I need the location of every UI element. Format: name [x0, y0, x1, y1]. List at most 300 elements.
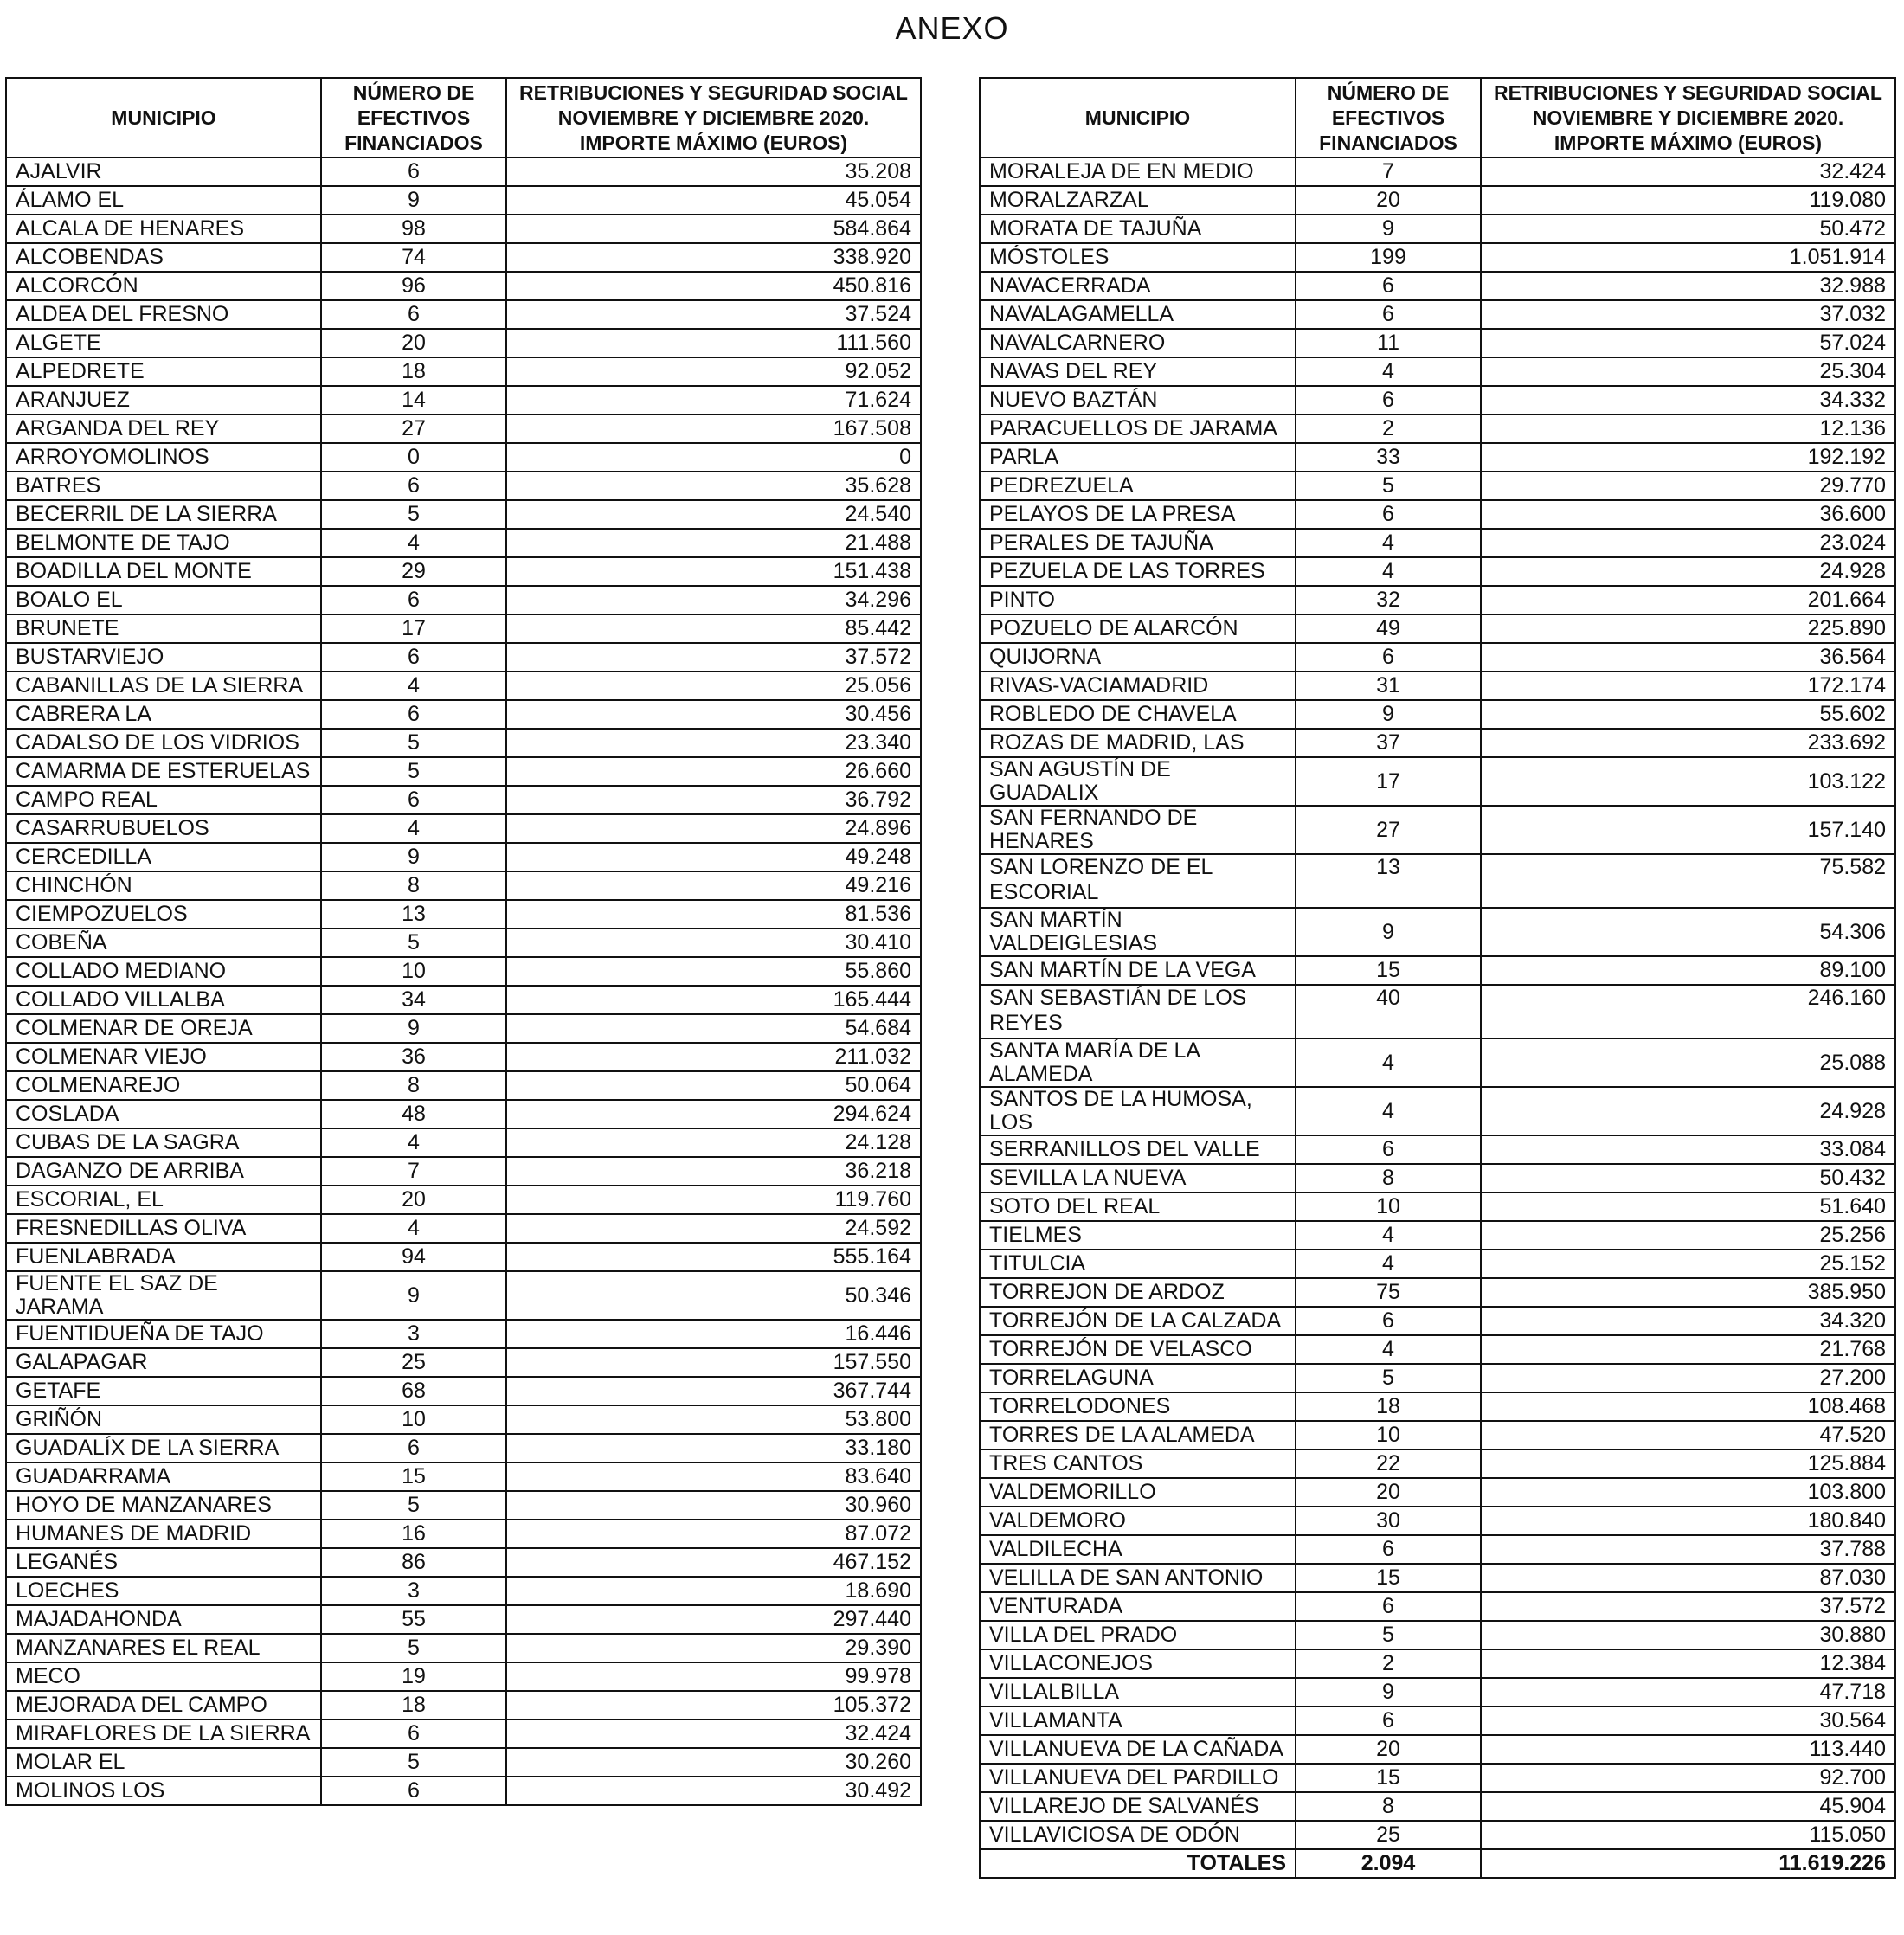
efectivos-cell: 14 — [321, 386, 506, 415]
table-row — [6, 1043, 921, 1071]
municipio-cell: SERRANILLOS DEL VALLE — [980, 1135, 1296, 1164]
importe-cell: 119.760 — [506, 1186, 921, 1214]
efectivos-cell: 17 — [1296, 757, 1481, 806]
municipio-cell: VILLAMANTA — [980, 1707, 1296, 1735]
importe-cell: 467.152 — [506, 1548, 921, 1577]
importe-cell: 225.890 — [1481, 614, 1895, 643]
importe-cell: 30.564 — [1481, 1707, 1895, 1735]
table-row — [6, 672, 921, 700]
importe-cell: 151.438 — [506, 557, 921, 586]
municipio-cell: MECO — [6, 1662, 321, 1691]
importe-cell: 45.904 — [1481, 1792, 1895, 1821]
header-municipio: MUNICIPIO — [980, 78, 1296, 158]
importe-cell: 50.432 — [1481, 1164, 1895, 1192]
municipio-cell: COLLADO MEDIANO — [6, 957, 321, 986]
table-row — [6, 300, 921, 329]
importe-cell: 34.320 — [1481, 1307, 1895, 1335]
municipio-cell: VALDILECHA — [980, 1535, 1296, 1564]
municipio-cell: NUEVO BAZTÁN — [980, 386, 1296, 415]
table-row — [6, 1014, 921, 1043]
importe-cell: 37.572 — [1481, 1592, 1895, 1621]
table-row — [6, 1071, 921, 1100]
efectivos-cell: 9 — [1296, 1678, 1481, 1707]
importe-cell: 32.424 — [506, 1720, 921, 1748]
efectivos-cell: 8 — [1296, 1164, 1481, 1192]
municipio-cell: GETAFE — [6, 1377, 321, 1405]
importe-cell: 87.072 — [506, 1520, 921, 1548]
municipio-cell: SOTO DEL REAL — [980, 1192, 1296, 1221]
table-row — [6, 614, 921, 643]
efectivos-cell: 20 — [1296, 1478, 1481, 1507]
municipio-cell: VILLA DEL PRADO — [980, 1621, 1296, 1649]
table-row — [980, 1087, 1895, 1135]
municipio-cell: FUENTIDUEÑA DE TAJO — [6, 1320, 321, 1348]
table-row — [980, 415, 1895, 443]
municipio-cell: SANTA MARÍA DE LA ALAMEDA — [980, 1038, 1296, 1087]
municipio-cell: CERCEDILLA — [6, 843, 321, 871]
efectivos-cell: 16 — [321, 1520, 506, 1548]
municipio-cell: CAMARMA DE ESTERUELAS — [6, 757, 321, 786]
importe-cell: 47.718 — [1481, 1678, 1895, 1707]
importe-cell: 54.306 — [1481, 908, 1895, 956]
municipio-cell: COSLADA — [6, 1100, 321, 1128]
table-row — [6, 871, 921, 900]
municipio-cell: VELILLA DE SAN ANTONIO — [980, 1564, 1296, 1592]
table-row — [6, 1777, 921, 1805]
table-row — [6, 1186, 921, 1214]
efectivos-cell: 20 — [321, 1186, 506, 1214]
municipio-cell: NAVALAGAMELLA — [980, 300, 1296, 329]
efectivos-cell: 20 — [321, 329, 506, 357]
efectivos-cell: 5 — [321, 757, 506, 786]
municipio-cell: CAMPO REAL — [6, 786, 321, 814]
efectivos-cell: 9 — [1296, 908, 1481, 956]
municipio-cell: CASARRUBUELOS — [6, 814, 321, 843]
importe-cell: 24.928 — [1481, 1087, 1895, 1135]
table-row — [980, 1192, 1895, 1221]
importe-cell: 51.640 — [1481, 1192, 1895, 1221]
importe-cell: 36.564 — [1481, 643, 1895, 672]
municipio-cell: BATRES — [6, 472, 321, 500]
efectivos-cell: 5 — [321, 1491, 506, 1520]
municipio-cell: BELMONTE DE TAJO — [6, 529, 321, 557]
table-row — [6, 1577, 921, 1605]
table-row — [6, 158, 921, 186]
importe-cell: 25.256 — [1481, 1221, 1895, 1250]
municipio-cell: ESCORIAL, EL — [6, 1186, 321, 1214]
table-row — [980, 1392, 1895, 1421]
importe-cell: 113.440 — [1481, 1735, 1895, 1764]
municipio-cell: COBEÑA — [6, 929, 321, 957]
municipio-cell: TORREJÓN DE VELASCO — [980, 1335, 1296, 1364]
table-row — [980, 614, 1895, 643]
table-row — [980, 386, 1895, 415]
municipio-cell: COLMENAR VIEJO — [6, 1043, 321, 1071]
table-row — [6, 1320, 921, 1348]
municipio-cell: SAN MARTÍN DE LA VEGA — [980, 956, 1296, 985]
table-row — [6, 1214, 921, 1243]
municipio-cell: VILLAVICIOSA DE ODÓN — [980, 1821, 1296, 1849]
importe-cell: 50.346 — [506, 1271, 921, 1320]
table-row — [6, 1157, 921, 1186]
table-row — [6, 1605, 921, 1634]
table-row — [980, 443, 1895, 472]
importe-cell: 12.384 — [1481, 1649, 1895, 1678]
efectivos-cell: 4 — [321, 1128, 506, 1157]
municipio-cell: BUSTARVIEJO — [6, 643, 321, 672]
importe-cell: 27.200 — [1481, 1364, 1895, 1392]
municipio-cell: GUADALÍX DE LA SIERRA — [6, 1434, 321, 1462]
table-row — [6, 986, 921, 1014]
importe-cell: 24.592 — [506, 1214, 921, 1243]
importe-cell: 555.164 — [506, 1243, 921, 1271]
table-row — [980, 1278, 1895, 1307]
importe-cell: 75.582 — [1481, 854, 1895, 908]
efectivos-cell: 6 — [321, 1720, 506, 1748]
importe-cell: 12.136 — [1481, 415, 1895, 443]
municipio-cell: GALAPAGAR — [6, 1348, 321, 1377]
table-row — [6, 900, 921, 929]
municipio-cell: SANTOS DE LA HUMOSA, LOS — [980, 1087, 1296, 1135]
municipio-cell: PEDREZUELA — [980, 472, 1296, 500]
importe-cell: 30.492 — [506, 1777, 921, 1805]
header-efectivos: NÚMERO DE EFECTIVOS FINANCIADOS — [321, 78, 506, 158]
header-municipio: MUNICIPIO — [6, 78, 321, 158]
importe-cell: 111.560 — [506, 329, 921, 357]
efectivos-cell: 6 — [321, 472, 506, 500]
importe-cell: 37.524 — [506, 300, 921, 329]
table-row — [6, 472, 921, 500]
importe-cell: 35.208 — [506, 158, 921, 186]
table-row — [6, 1243, 921, 1271]
importe-cell: 105.372 — [506, 1691, 921, 1720]
municipio-cell: RIVAS-VACIAMADRID — [980, 672, 1296, 700]
efectivos-cell: 6 — [321, 586, 506, 614]
municipio-cell: VILLANUEVA DEL PARDILLO — [980, 1764, 1296, 1792]
importe-cell: 32.424 — [1481, 158, 1895, 186]
totals-label: TOTALES — [980, 1849, 1296, 1878]
efectivos-cell: 5 — [321, 500, 506, 529]
municipio-cell: NAVAS DEL REY — [980, 357, 1296, 386]
table-row — [6, 843, 921, 871]
importe-cell: 157.550 — [506, 1348, 921, 1377]
importe-cell: 103.122 — [1481, 757, 1895, 806]
efectivos-cell: 40 — [1296, 985, 1481, 1038]
annex-table-right — [979, 77, 1896, 1879]
table-row — [6, 700, 921, 729]
importe-cell: 29.390 — [506, 1634, 921, 1662]
efectivos-cell: 19 — [321, 1662, 506, 1691]
importe-cell: 294.624 — [506, 1100, 921, 1128]
importe-cell: 165.444 — [506, 986, 921, 1014]
efectivos-cell: 98 — [321, 215, 506, 243]
table-row — [980, 806, 1895, 854]
table-row — [6, 529, 921, 557]
efectivos-cell: 6 — [1296, 1592, 1481, 1621]
table-row — [6, 1691, 921, 1720]
table-row — [6, 186, 921, 215]
efectivos-cell: 94 — [321, 1243, 506, 1271]
table-row — [980, 1164, 1895, 1192]
importe-cell: 172.174 — [1481, 672, 1895, 700]
municipio-cell: CHINCHÓN — [6, 871, 321, 900]
importe-cell: 367.744 — [506, 1377, 921, 1405]
efectivos-cell: 18 — [321, 1691, 506, 1720]
totals-importe: 11.619.226 — [1481, 1849, 1895, 1878]
municipio-cell: ALDEA DEL FRESNO — [6, 300, 321, 329]
table-row — [980, 1792, 1895, 1821]
efectivos-cell: 8 — [321, 871, 506, 900]
table-row — [980, 700, 1895, 729]
importe-cell: 201.664 — [1481, 586, 1895, 614]
municipio-cell: NAVALCARNERO — [980, 329, 1296, 357]
efectivos-cell: 6 — [321, 1434, 506, 1462]
table-row — [6, 1128, 921, 1157]
header-importe: RETRIBUCIONES Y SEGURIDAD SOCIAL NOVIEMBRE Y DICIEMBRE 2020. IMPORTE MÁXIMO (EUROS) — [506, 78, 921, 158]
table-row — [980, 1707, 1895, 1735]
efectivos-cell: 18 — [1296, 1392, 1481, 1421]
table-row — [6, 586, 921, 614]
importe-cell: 180.840 — [1481, 1507, 1895, 1535]
importe-cell: 47.520 — [1481, 1421, 1895, 1450]
efectivos-cell: 5 — [321, 1748, 506, 1777]
efectivos-cell: 5 — [321, 729, 506, 757]
efectivos-cell: 6 — [321, 1777, 506, 1805]
table-row — [6, 1491, 921, 1520]
efectivos-cell: 27 — [321, 415, 506, 443]
table-row — [980, 672, 1895, 700]
table-row — [980, 1421, 1895, 1450]
importe-cell: 55.602 — [1481, 700, 1895, 729]
efectivos-cell: 75 — [1296, 1278, 1481, 1307]
municipio-cell: MORALZARZAL — [980, 186, 1296, 215]
municipio-cell: PELAYOS DE LA PRESA — [980, 500, 1296, 529]
importe-cell: 33.180 — [506, 1434, 921, 1462]
efectivos-cell: 9 — [321, 186, 506, 215]
importe-cell: 50.064 — [506, 1071, 921, 1100]
municipio-cell: SAN LORENZO DE EL ESCORIAL — [980, 854, 1296, 908]
municipio-cell: TRES CANTOS — [980, 1450, 1296, 1478]
municipio-cell: MOLINOS LOS — [6, 1777, 321, 1805]
efectivos-cell: 6 — [321, 700, 506, 729]
efectivos-cell: 49 — [1296, 614, 1481, 643]
table-row — [980, 1592, 1895, 1621]
table-row — [980, 557, 1895, 586]
table-row — [6, 1462, 921, 1491]
municipio-cell: VILLANUEVA DE LA CAÑADA — [980, 1735, 1296, 1764]
municipio-cell: POZUELO DE ALARCÓN — [980, 614, 1296, 643]
efectivos-cell: 10 — [321, 1405, 506, 1434]
municipio-cell: VALDEMORO — [980, 1507, 1296, 1535]
importe-cell: 23.340 — [506, 729, 921, 757]
efectivos-cell: 2 — [1296, 415, 1481, 443]
municipio-cell: PERALES DE TAJUÑA — [980, 529, 1296, 557]
importe-cell: 24.928 — [1481, 557, 1895, 586]
efectivos-cell: 36 — [321, 1043, 506, 1071]
table-row — [980, 1564, 1895, 1592]
table-row — [6, 957, 921, 986]
municipio-cell: CUBAS DE LA SAGRA — [6, 1128, 321, 1157]
municipio-cell: CABRERA LA — [6, 700, 321, 729]
municipio-cell: CIEMPOZUELOS — [6, 900, 321, 929]
table-row — [980, 1038, 1895, 1087]
efectivos-cell: 15 — [1296, 1764, 1481, 1792]
table-row — [980, 243, 1895, 272]
municipio-cell: ALCORCÓN — [6, 272, 321, 300]
table-row — [6, 786, 921, 814]
municipio-cell: PARACUELLOS DE JARAMA — [980, 415, 1296, 443]
importe-cell: 29.770 — [1481, 472, 1895, 500]
importe-cell: 92.052 — [506, 357, 921, 386]
table-row — [6, 1634, 921, 1662]
table-row — [6, 386, 921, 415]
header-efectivos: NÚMERO DE EFECTIVOS FINANCIADOS — [1296, 78, 1481, 158]
table-row — [6, 929, 921, 957]
municipio-cell: GRIÑÓN — [6, 1405, 321, 1434]
efectivos-cell: 6 — [1296, 1135, 1481, 1164]
importe-cell: 25.056 — [506, 672, 921, 700]
importe-cell: 89.100 — [1481, 956, 1895, 985]
importe-cell: 81.536 — [506, 900, 921, 929]
table-row — [980, 1478, 1895, 1507]
importe-cell: 34.296 — [506, 586, 921, 614]
table-row — [980, 1364, 1895, 1392]
table-row — [6, 415, 921, 443]
municipio-cell: TORREJON DE ARDOZ — [980, 1278, 1296, 1307]
efectivos-cell: 15 — [1296, 1564, 1481, 1592]
table-row — [980, 1821, 1895, 1849]
municipio-cell: BOALO EL — [6, 586, 321, 614]
municipio-cell: DAGANZO DE ARRIBA — [6, 1157, 321, 1186]
municipio-cell: VILLAREJO DE SALVANÉS — [980, 1792, 1296, 1821]
efectivos-cell: 6 — [1296, 643, 1481, 672]
table-row — [980, 985, 1895, 1038]
importe-cell: 233.692 — [1481, 729, 1895, 757]
table-row — [980, 1678, 1895, 1707]
municipio-cell: PEZUELA DE LAS TORRES — [980, 557, 1296, 586]
municipio-cell: BRUNETE — [6, 614, 321, 643]
municipio-cell: SAN AGUSTÍN DE GUADALIX — [980, 757, 1296, 806]
importe-cell: 119.080 — [1481, 186, 1895, 215]
efectivos-cell: 3 — [321, 1320, 506, 1348]
efectivos-cell: 68 — [321, 1377, 506, 1405]
table-row — [6, 329, 921, 357]
municipio-cell: FUENTE EL SAZ DE JARAMA — [6, 1271, 321, 1320]
table-row — [980, 1450, 1895, 1478]
importe-cell: 21.488 — [506, 529, 921, 557]
efectivos-cell: 18 — [321, 357, 506, 386]
efectivos-cell: 33 — [1296, 443, 1481, 472]
municipio-cell: MORALEJA DE EN MEDIO — [980, 158, 1296, 186]
municipio-cell: MAJADAHONDA — [6, 1605, 321, 1634]
table-row — [6, 1662, 921, 1691]
importe-cell: 30.410 — [506, 929, 921, 957]
table-row — [980, 1250, 1895, 1278]
importe-cell: 25.304 — [1481, 357, 1895, 386]
table-row — [980, 729, 1895, 757]
efectivos-cell: 5 — [1296, 1364, 1481, 1392]
table-row — [980, 956, 1895, 985]
municipio-cell: TORRES DE LA ALAMEDA — [980, 1421, 1296, 1450]
efectivos-cell: 17 — [321, 614, 506, 643]
importe-cell: 36.600 — [1481, 500, 1895, 529]
importe-cell: 30.260 — [506, 1748, 921, 1777]
municipio-cell: SAN MARTÍN VALDEIGLESIAS — [980, 908, 1296, 956]
table-row — [980, 357, 1895, 386]
importe-cell: 30.960 — [506, 1491, 921, 1520]
table-row — [980, 1307, 1895, 1335]
table-row — [980, 1221, 1895, 1250]
municipio-cell: ROBLEDO DE CHAVELA — [980, 700, 1296, 729]
table-row — [6, 814, 921, 843]
table-row — [6, 757, 921, 786]
efectivos-cell: 22 — [1296, 1450, 1481, 1478]
municipio-cell: COLMENAR DE OREJA — [6, 1014, 321, 1043]
table-row — [6, 500, 921, 529]
efectivos-cell: 32 — [1296, 586, 1481, 614]
table-row — [980, 1335, 1895, 1364]
importe-cell: 21.768 — [1481, 1335, 1895, 1364]
municipio-cell: MOLAR EL — [6, 1748, 321, 1777]
efectivos-cell: 48 — [321, 1100, 506, 1128]
efectivos-cell: 31 — [1296, 672, 1481, 700]
efectivos-cell: 86 — [321, 1548, 506, 1577]
municipio-cell: BECERRIL DE LA SIERRA — [6, 500, 321, 529]
municipio-cell: HOYO DE MANZANARES — [6, 1491, 321, 1520]
table-row — [980, 272, 1895, 300]
municipio-cell: FUENLABRADA — [6, 1243, 321, 1271]
efectivos-cell: 27 — [1296, 806, 1481, 854]
importe-cell: 30.456 — [506, 700, 921, 729]
efectivos-cell: 20 — [1296, 1735, 1481, 1764]
efectivos-cell: 30 — [1296, 1507, 1481, 1535]
importe-cell: 18.690 — [506, 1577, 921, 1605]
importe-cell: 53.800 — [506, 1405, 921, 1434]
efectivos-cell: 4 — [1296, 357, 1481, 386]
municipio-cell: ALCOBENDAS — [6, 243, 321, 272]
importe-cell: 338.920 — [506, 243, 921, 272]
table-row — [6, 1520, 921, 1548]
efectivos-cell: 6 — [1296, 272, 1481, 300]
table-row — [980, 854, 1895, 908]
table-row — [6, 243, 921, 272]
efectivos-cell: 6 — [1296, 500, 1481, 529]
page-title: ANEXO — [895, 10, 1009, 46]
efectivos-cell: 37 — [1296, 729, 1481, 757]
efectivos-cell: 4 — [1296, 1038, 1481, 1087]
municipio-cell: CADALSO DE LOS VIDRIOS — [6, 729, 321, 757]
efectivos-cell: 9 — [321, 843, 506, 871]
importe-cell: 87.030 — [1481, 1564, 1895, 1592]
table-row — [6, 357, 921, 386]
efectivos-cell: 4 — [1296, 1087, 1481, 1135]
importe-cell: 85.442 — [506, 614, 921, 643]
municipio-cell: TORRELODONES — [980, 1392, 1296, 1421]
importe-cell: 50.472 — [1481, 215, 1895, 243]
municipio-cell: TIELMES — [980, 1221, 1296, 1250]
efectivos-cell: 4 — [1296, 1335, 1481, 1364]
municipio-cell: ALCALA DE HENARES — [6, 215, 321, 243]
municipio-cell: SAN SEBASTIÁN DE LOS REYES — [980, 985, 1296, 1038]
table-row — [6, 729, 921, 757]
table-row — [6, 1271, 921, 1320]
importe-cell: 36.218 — [506, 1157, 921, 1186]
efectivos-cell: 5 — [1296, 1621, 1481, 1649]
efectivos-cell: 96 — [321, 272, 506, 300]
efectivos-cell: 15 — [1296, 956, 1481, 985]
municipio-cell: AJALVIR — [6, 158, 321, 186]
municipio-cell: BOADILLA DEL MONTE — [6, 557, 321, 586]
